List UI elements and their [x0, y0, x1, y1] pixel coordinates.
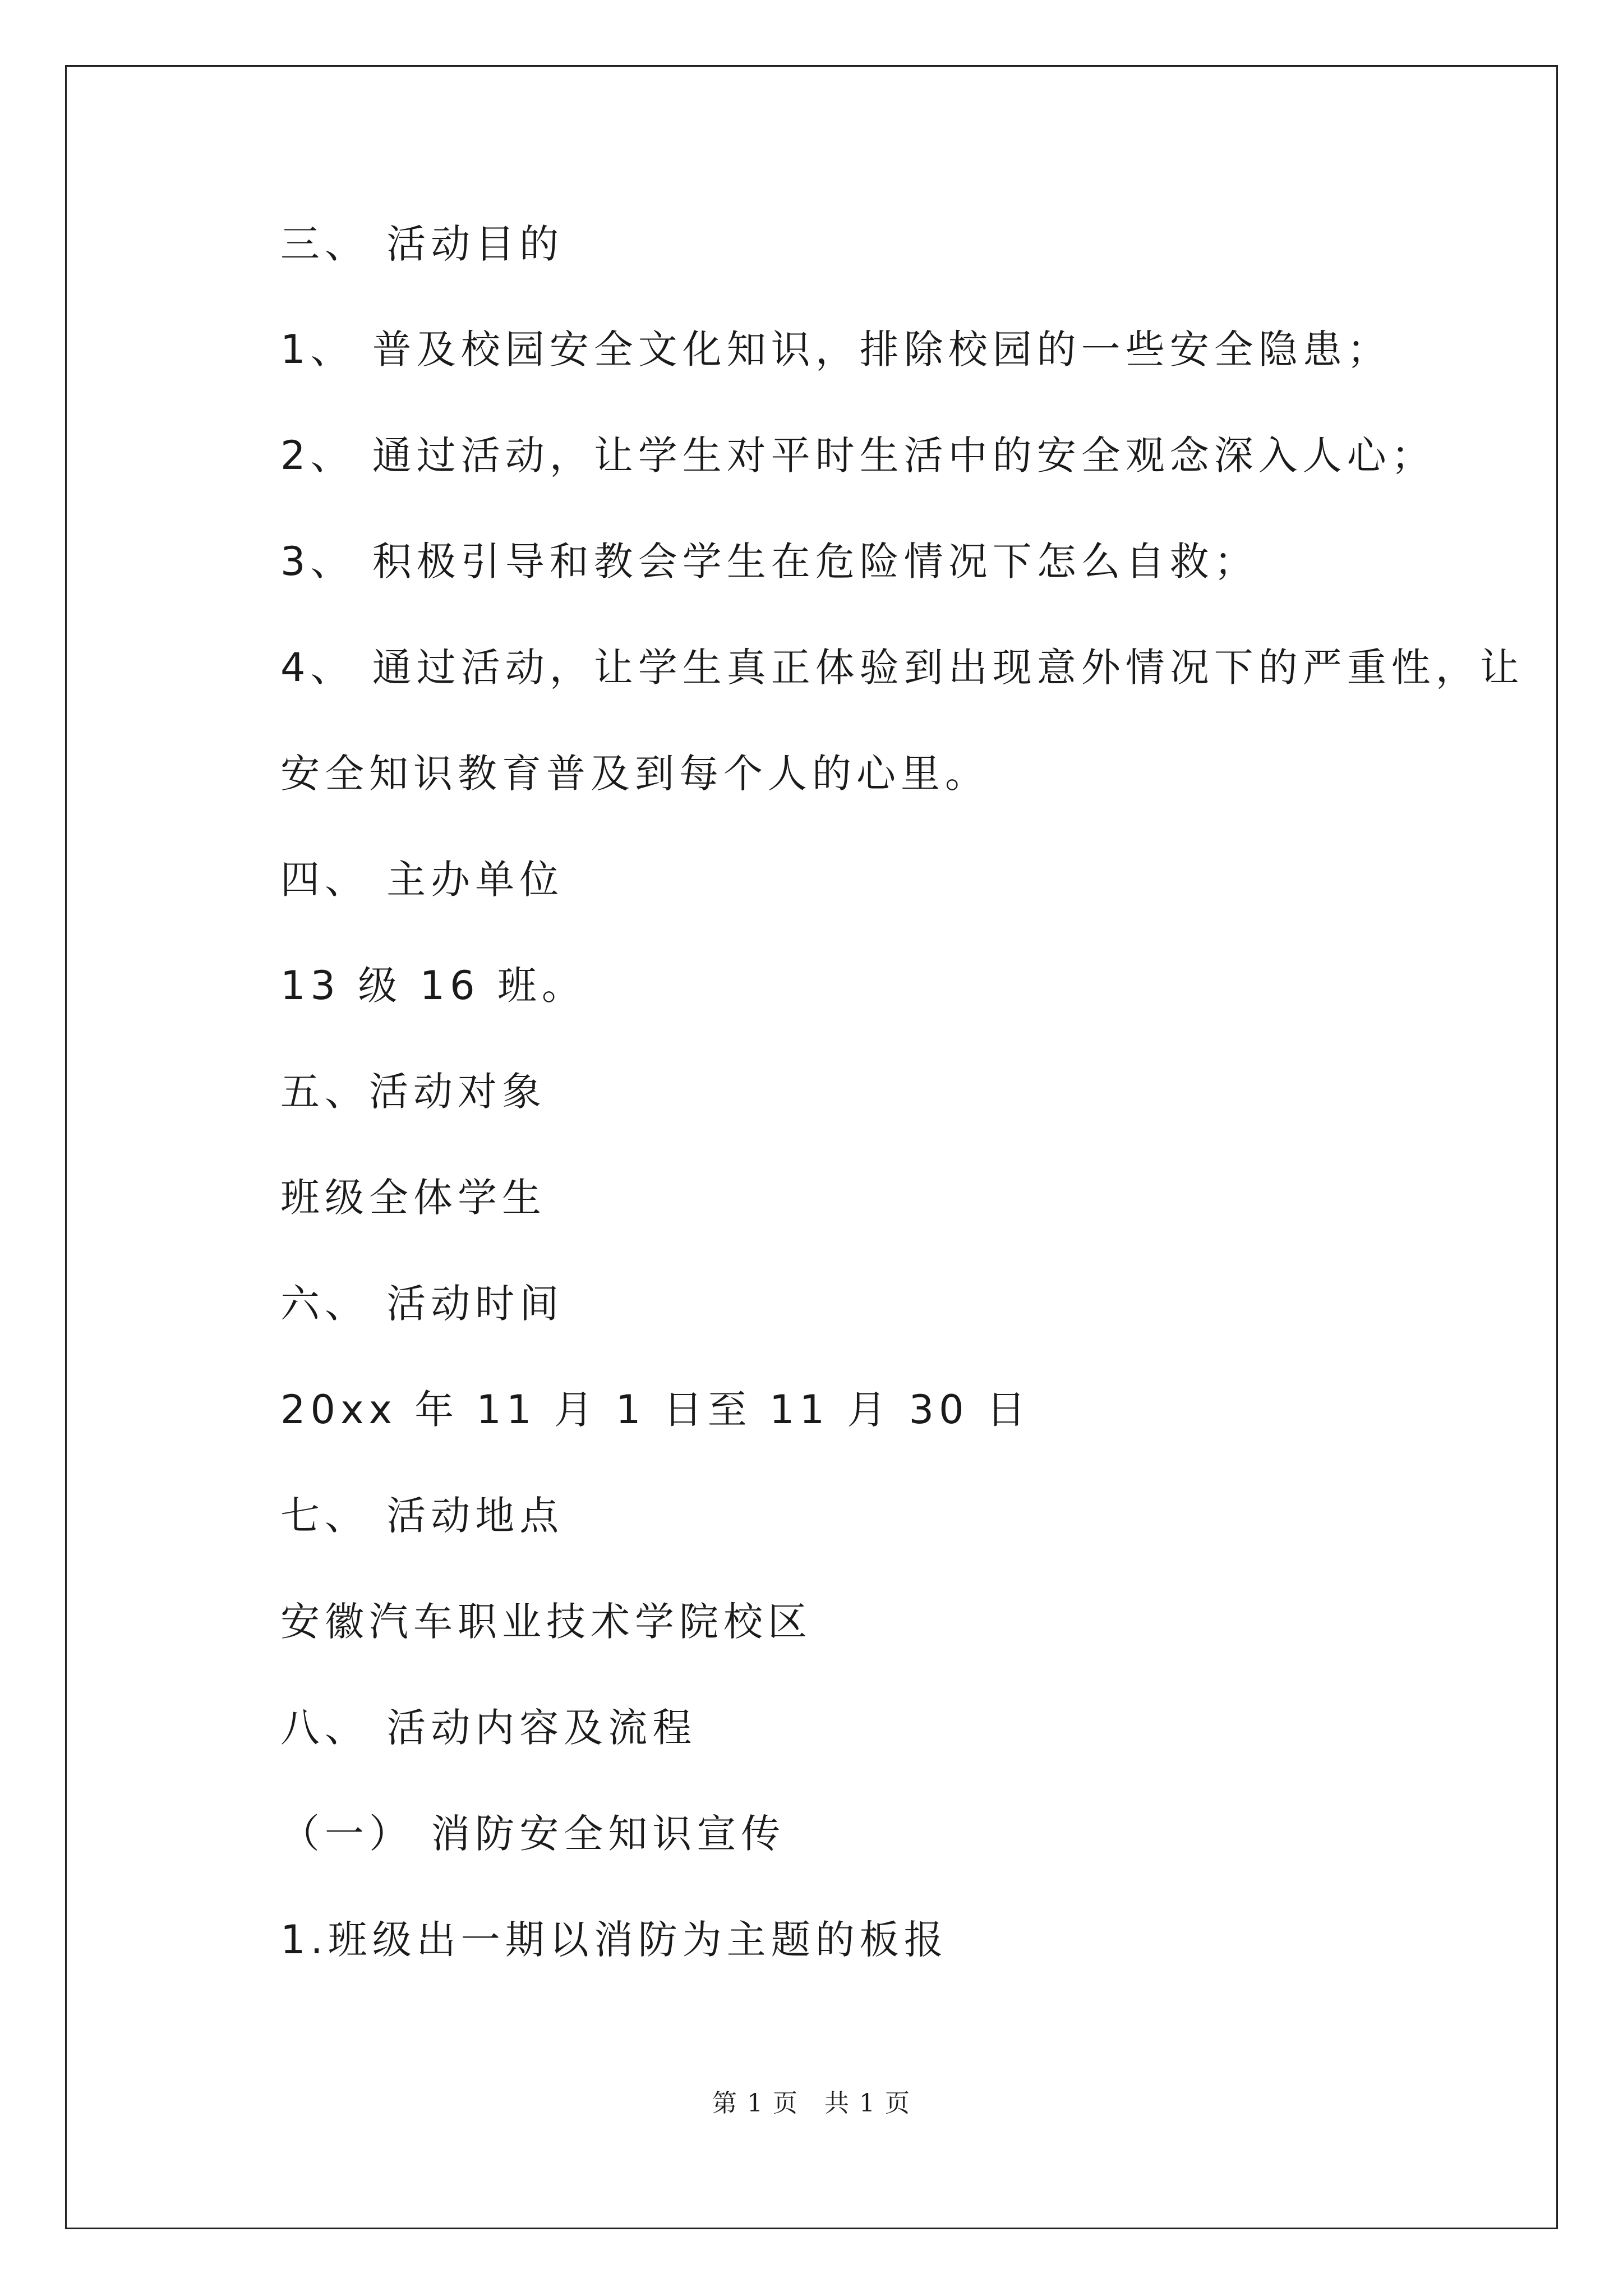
subsection-heading-fire: （一） 消防安全知识宣传: [280, 1811, 786, 1857]
section-heading-purpose: 三、 活动目的: [280, 221, 564, 267]
page-border: [65, 65, 1558, 2229]
purpose-item-2: 2、 通过活动，让学生对平时生活中的安全观念深入人心；: [280, 432, 1436, 478]
section-heading-audience: 五、活动对象: [280, 1069, 546, 1115]
section-heading-time: 六、 活动时间: [280, 1281, 564, 1327]
audience-text: 班级全体学生: [280, 1175, 546, 1221]
time-text: 20xx 年 11 月 1 日至 11 月 30 日: [280, 1387, 1031, 1433]
purpose-item-3: 3、 积极引导和教会学生在危险情况下怎么自救；: [280, 539, 1258, 585]
location-text: 安徽汽车职业技术学院校区: [280, 1599, 812, 1645]
purpose-item-4-continued: 安全知识教育普及到每个人的心里。: [280, 751, 989, 797]
section-heading-location: 七、 活动地点: [280, 1493, 564, 1539]
purpose-item-4: 4、 通过活动，让学生真正体验到出现意外情况下的严重性，让: [280, 645, 1524, 691]
section-heading-content: 八、 活动内容及流程: [280, 1705, 697, 1751]
organizer-text: 13 级 16 班。: [280, 963, 586, 1009]
section-heading-organizer: 四、 主办单位: [280, 857, 564, 903]
purpose-item-1: 1、 普及校园安全文化知识，排除校园的一些安全隐患；: [280, 326, 1391, 372]
fire-item-1: 1.班级出一期以消防为主题的板报: [280, 1917, 948, 1963]
page-footer: 第 1 页 共 1 页: [712, 2089, 911, 2118]
